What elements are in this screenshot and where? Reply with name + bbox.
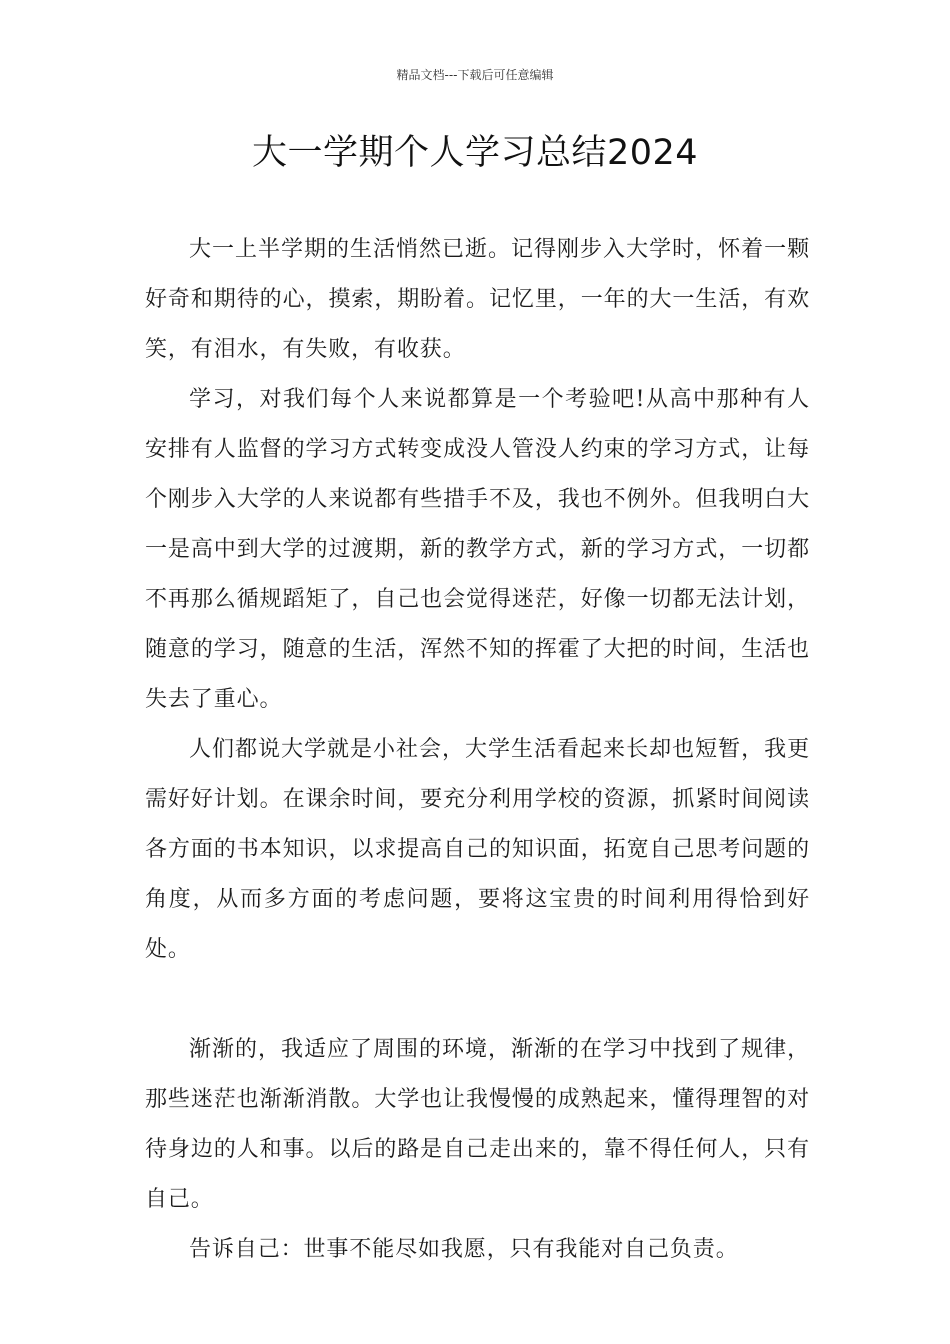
paragraph-adaptation: 渐渐的，我适应了周围的环境，渐渐的在学习中找到了规律，那些迷茫也渐渐消散。大学也让我慢慢的成熟起来，懂得理智的对待身边的人和事。以后的路是自己走出来的，靠不得任何人，只有自己。	[145, 1037, 810, 1212]
document-body	[145, 225, 810, 1275]
paragraph-closing: 告诉自己：世事不能尽如我愿，只有我能对自己负责。	[189, 1237, 739, 1262]
paragraph-study-adjustment: 学习，对我们每个人来说都算是一个考验吧!从高中那种有人安排有人监督的学习方式转变成没人管没人约束的学习方式，让每个刚步入大学的人来说都有些措手不及，我也不例外。但我明白大一是高中到大学的过渡期，新的教学方式，新的学习方式，一切都不再那么循规蹈矩了，自己也会觉得迷茫，好像一切都无法计划，随意的学习，随意的生活，浑然不知的挥霍了大把的时间，生活也失去了重心。	[145, 387, 810, 712]
paragraph-intro: 大一上半学期的生活悄然已逝。记得刚步入大学时，怀着一颗好奇和期待的心，摸索，期盼着。记忆里，一年的大一生活，有欢笑，有泪水，有失败，有收获。	[145, 237, 810, 362]
header-note: 精品文档---下载后可任意编辑	[396, 68, 554, 82]
document-title: 大一学期个人学习总结2024	[251, 133, 699, 173]
paragraph-planning: 人们都说大学就是小社会，大学生活看起来长却也短暂，我更需好好计划。在课余时间，要充分利用学校的资源，抓紧时间阅读各方面的书本知识，以求提高自己的知识面，拓宽自己思考问题的角度，从而多方面的考虑问题，要将这宝贵的时间利用得恰到好处。	[145, 737, 810, 962]
